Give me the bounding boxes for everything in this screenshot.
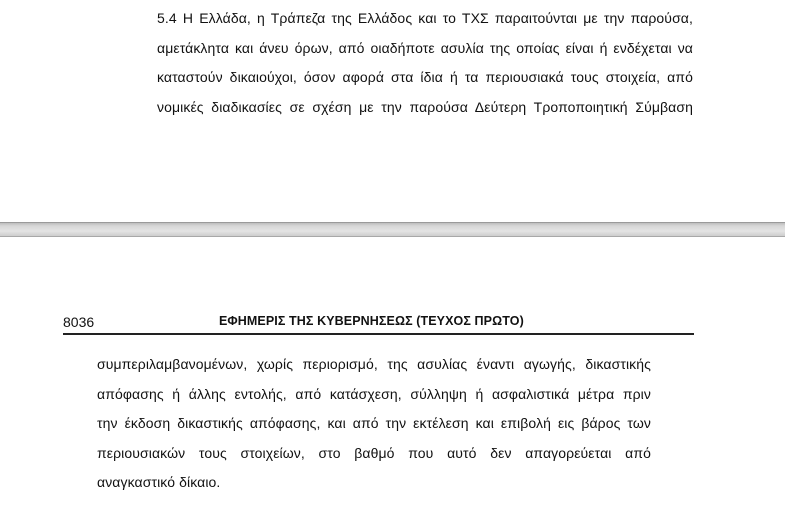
text-line: αμετάκλητα και άνευ όρων, από οιαδήποτε ασυλία της οποίας είναι ή ενδέχεται να <box>157 39 693 56</box>
page-header <box>63 312 694 335</box>
text-line: την έκδοση δικαστικής απόφασης, και από την εκτέλεση και επιβολή εις βάρος των <box>97 415 651 431</box>
text-line: νομικές διαδικασίες σε σχέση με την παρούσα Δεύτερη Τροποποιητική Σύμβαση <box>157 98 693 115</box>
page-number: 8036 <box>63 314 95 330</box>
text-line: αναγκαστικό δίκαιο. <box>97 474 221 490</box>
text-line: καταστούν δικαιούχοι, όσον αφορά στα ίδια ή τα περιουσιακά τους στοιχεία, από <box>157 69 693 85</box>
text-line: περιουσιακών τους στοιχείων, στο βαθμό που αυτό δεν απαγορεύεται από <box>97 444 651 461</box>
text-line: απόφασης ή άλλης εντολής, από κατάσχεση, σύλληψη ή ασφαλιστικά μέτρα πριν <box>97 385 651 402</box>
gazette-title: ΕΦΗΜΕΡΙΣ ΤΗΣ ΚΥΒΕΡΝΗΣΕΩΣ (ΤΕΥΧΟΣ ΠΡΩΤΟ) <box>219 314 524 328</box>
page-separator <box>0 222 785 237</box>
text-line: 5.4 Η Ελλάδα, η Τράπεζα της Ελλάδος και το ΤΧΣ παραιτούνται με την παρούσα, <box>157 10 693 26</box>
paragraph-top <box>157 8 693 126</box>
text-line: συμπεριλαμβανομένων, χωρίς περιορισμό, της ασυλίας έναντι αγωγής, δικαστικής <box>97 356 651 372</box>
paragraph-bottom <box>97 354 651 502</box>
